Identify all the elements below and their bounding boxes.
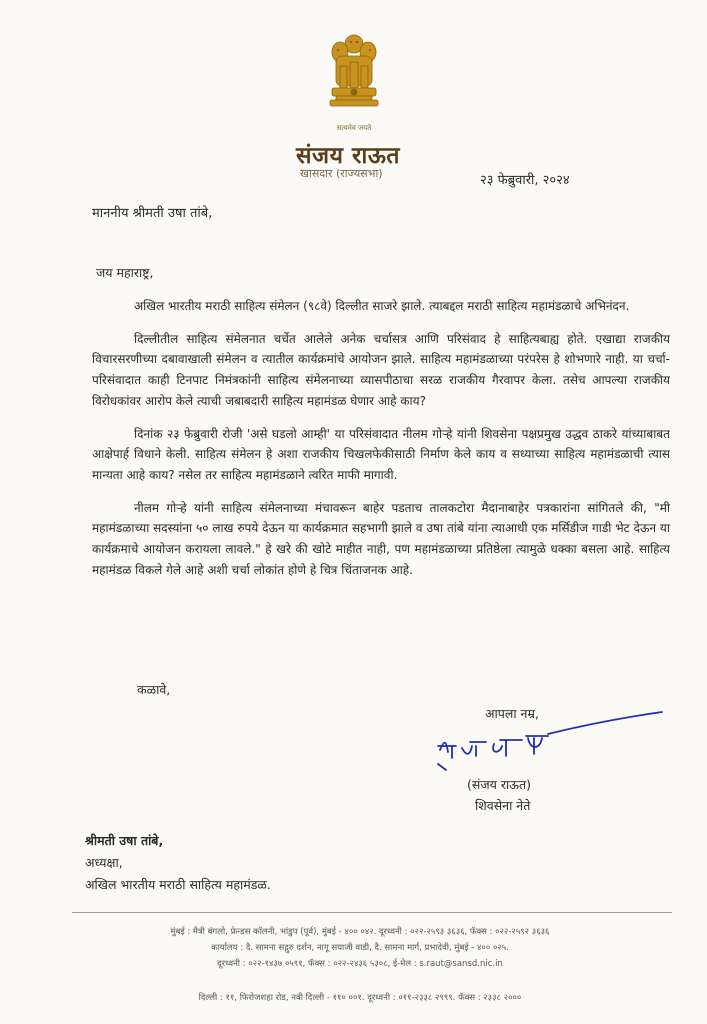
recipient-block (85, 830, 271, 896)
lion-capital-emblem-icon (326, 32, 382, 127)
letter-body (92, 296, 670, 592)
closing: आपला नम्र, (485, 706, 539, 721)
recipient-org: अखिल भारतीय मराठी साहित्य महामंडळ. (85, 877, 271, 892)
emblem-motto: सत्यमेव जयते (336, 124, 372, 132)
footer-contact: दूरध्वनी : ०२२-१४३७ ०५९१, फॅक्स : ०२२-२४३६ ५३०८, ई-मेल : s.raut@sansd.nic.in (217, 959, 503, 969)
sender-name: संजय राऊत (296, 143, 400, 169)
paragraph-3: दिनांक २३ फेब्रुवारी रोजी 'असे घडलो आम्ही' या परिसंवादात नीलम गोऱ्हे यांनी शिवसेना पक्षप्रमुख उद्धव ठाकरे यांच्याबाबत आक्षेपार्ह विधाने केली. साहित्य संमेलन हे अशा राजकीय चिखलफेकीसाठी निर्माण केले काय व सध्याच्या साहित्य महामंडळाची त्यास मान्यता आहे काय? नसेल तर साहित्य महामंडळाने त्वरित माफी मागावी. (92, 426, 670, 482)
recipient-name: श्रीमती उषा तांबे, (85, 833, 164, 848)
footer-divider (72, 912, 672, 913)
paragraph-4: नीलम गोऱ्हे यांनी साहित्य संमेलनाच्या मंचावरून बाहेर पडताच तालकटोरा मैदानाबाहेर पत्रकारांना सांगितले की, "मी महामंडळाच्या सदस्यांना ५० लाख रुपये देऊन या कार्यक्रमात सहभागी झाले व उषा तांबे यांना त्याआधी एक मर्सिडीज गाडी भेट देऊन या कार्यक्रमाचे आयोजन करायला लावले." हे खरे की खोटे माहीत नाही, पण महामंडळाच्या प्रतिष्ठेला त्यामुळे धक्का बसला आहे. साहित्य महामंडळ विकले गेले आहे अशी चर्चा लोकांत होणे हे चित्र चिंताजनक आहे. (92, 500, 670, 577)
footer-office-address: कार्यालय : दै. सामना सद्गुरु दर्शन, नागू सयाजी वाडी, दै. सामना मार्ग, प्रभादेवी, मुंबई - ४०० ०२५. (211, 943, 509, 953)
paragraph-1: अखिल भारतीय मराठी साहित्य संमेलन (९८वे) दिल्लीत साजरे झाले. त्याबद्दल मराठी साहित्य महामंडळाचे अभिनंदन. (134, 299, 630, 313)
signature (430, 710, 670, 780)
sender-designation: खासदार (राज्यसभा) (300, 167, 383, 180)
signatory-role: शिवसेना नेते (475, 798, 531, 813)
greeting: जय महाराष्ट्र, (96, 265, 154, 280)
footer-delhi-address: दिल्ली : ११, फिरोजशहा रोड, नवी दिल्ली - ११० ००१. दूरध्वनी : ०११-२३३८ २९९९. फॅक्स : २३३८ २००० (198, 993, 522, 1003)
letter-date: २३ फेब्रुवारी, २०२४ (480, 173, 570, 188)
paragraph-2: दिल्लीतील साहित्य संमेलनात चर्चेत आलेले अनेक चर्चासत्र आणि परिसंवाद हे साहित्यबाह्य होते. एखाद्या राजकीय विचारसरणीच्या दबावाखाली संमेलन व त्यातील कार्यक्रमांचे आयोजन झाले. साहित्य महामंडळाच्या परंपरेस हे शोभणारे नाही. या चर्चा-परिसंवादात काही टिनपाट निमंत्रकांनी साहित्य संमेलनाच्या व्यासपीठाचा सरळ राजकीय गैरवापर केला. तसेच आपल्या राजकीय विरोधकांवर आरोप केले त्याची जबाबदारी साहित्य महामंडळ घेणार आहे काय? (92, 331, 670, 408)
salutation: माननीय श्रीमती उषा तांबे, (92, 206, 213, 221)
signatory-name: (संजय राऊत) (467, 777, 531, 792)
recipient-title: अध्यक्षा, (85, 855, 123, 870)
footer-mumbai-address: मुंबई : मैत्री बंगलो, फ्रेन्डस कॉलनी, भांडुप (पूर्व), मुंबई - ४०० ०४२. दूरध्वनी : ०२२-२५९३ ३६३६, फॅक्स : ०२२-२५९२ ३६३६ (170, 927, 550, 937)
kalave: कळावे, (137, 682, 171, 697)
